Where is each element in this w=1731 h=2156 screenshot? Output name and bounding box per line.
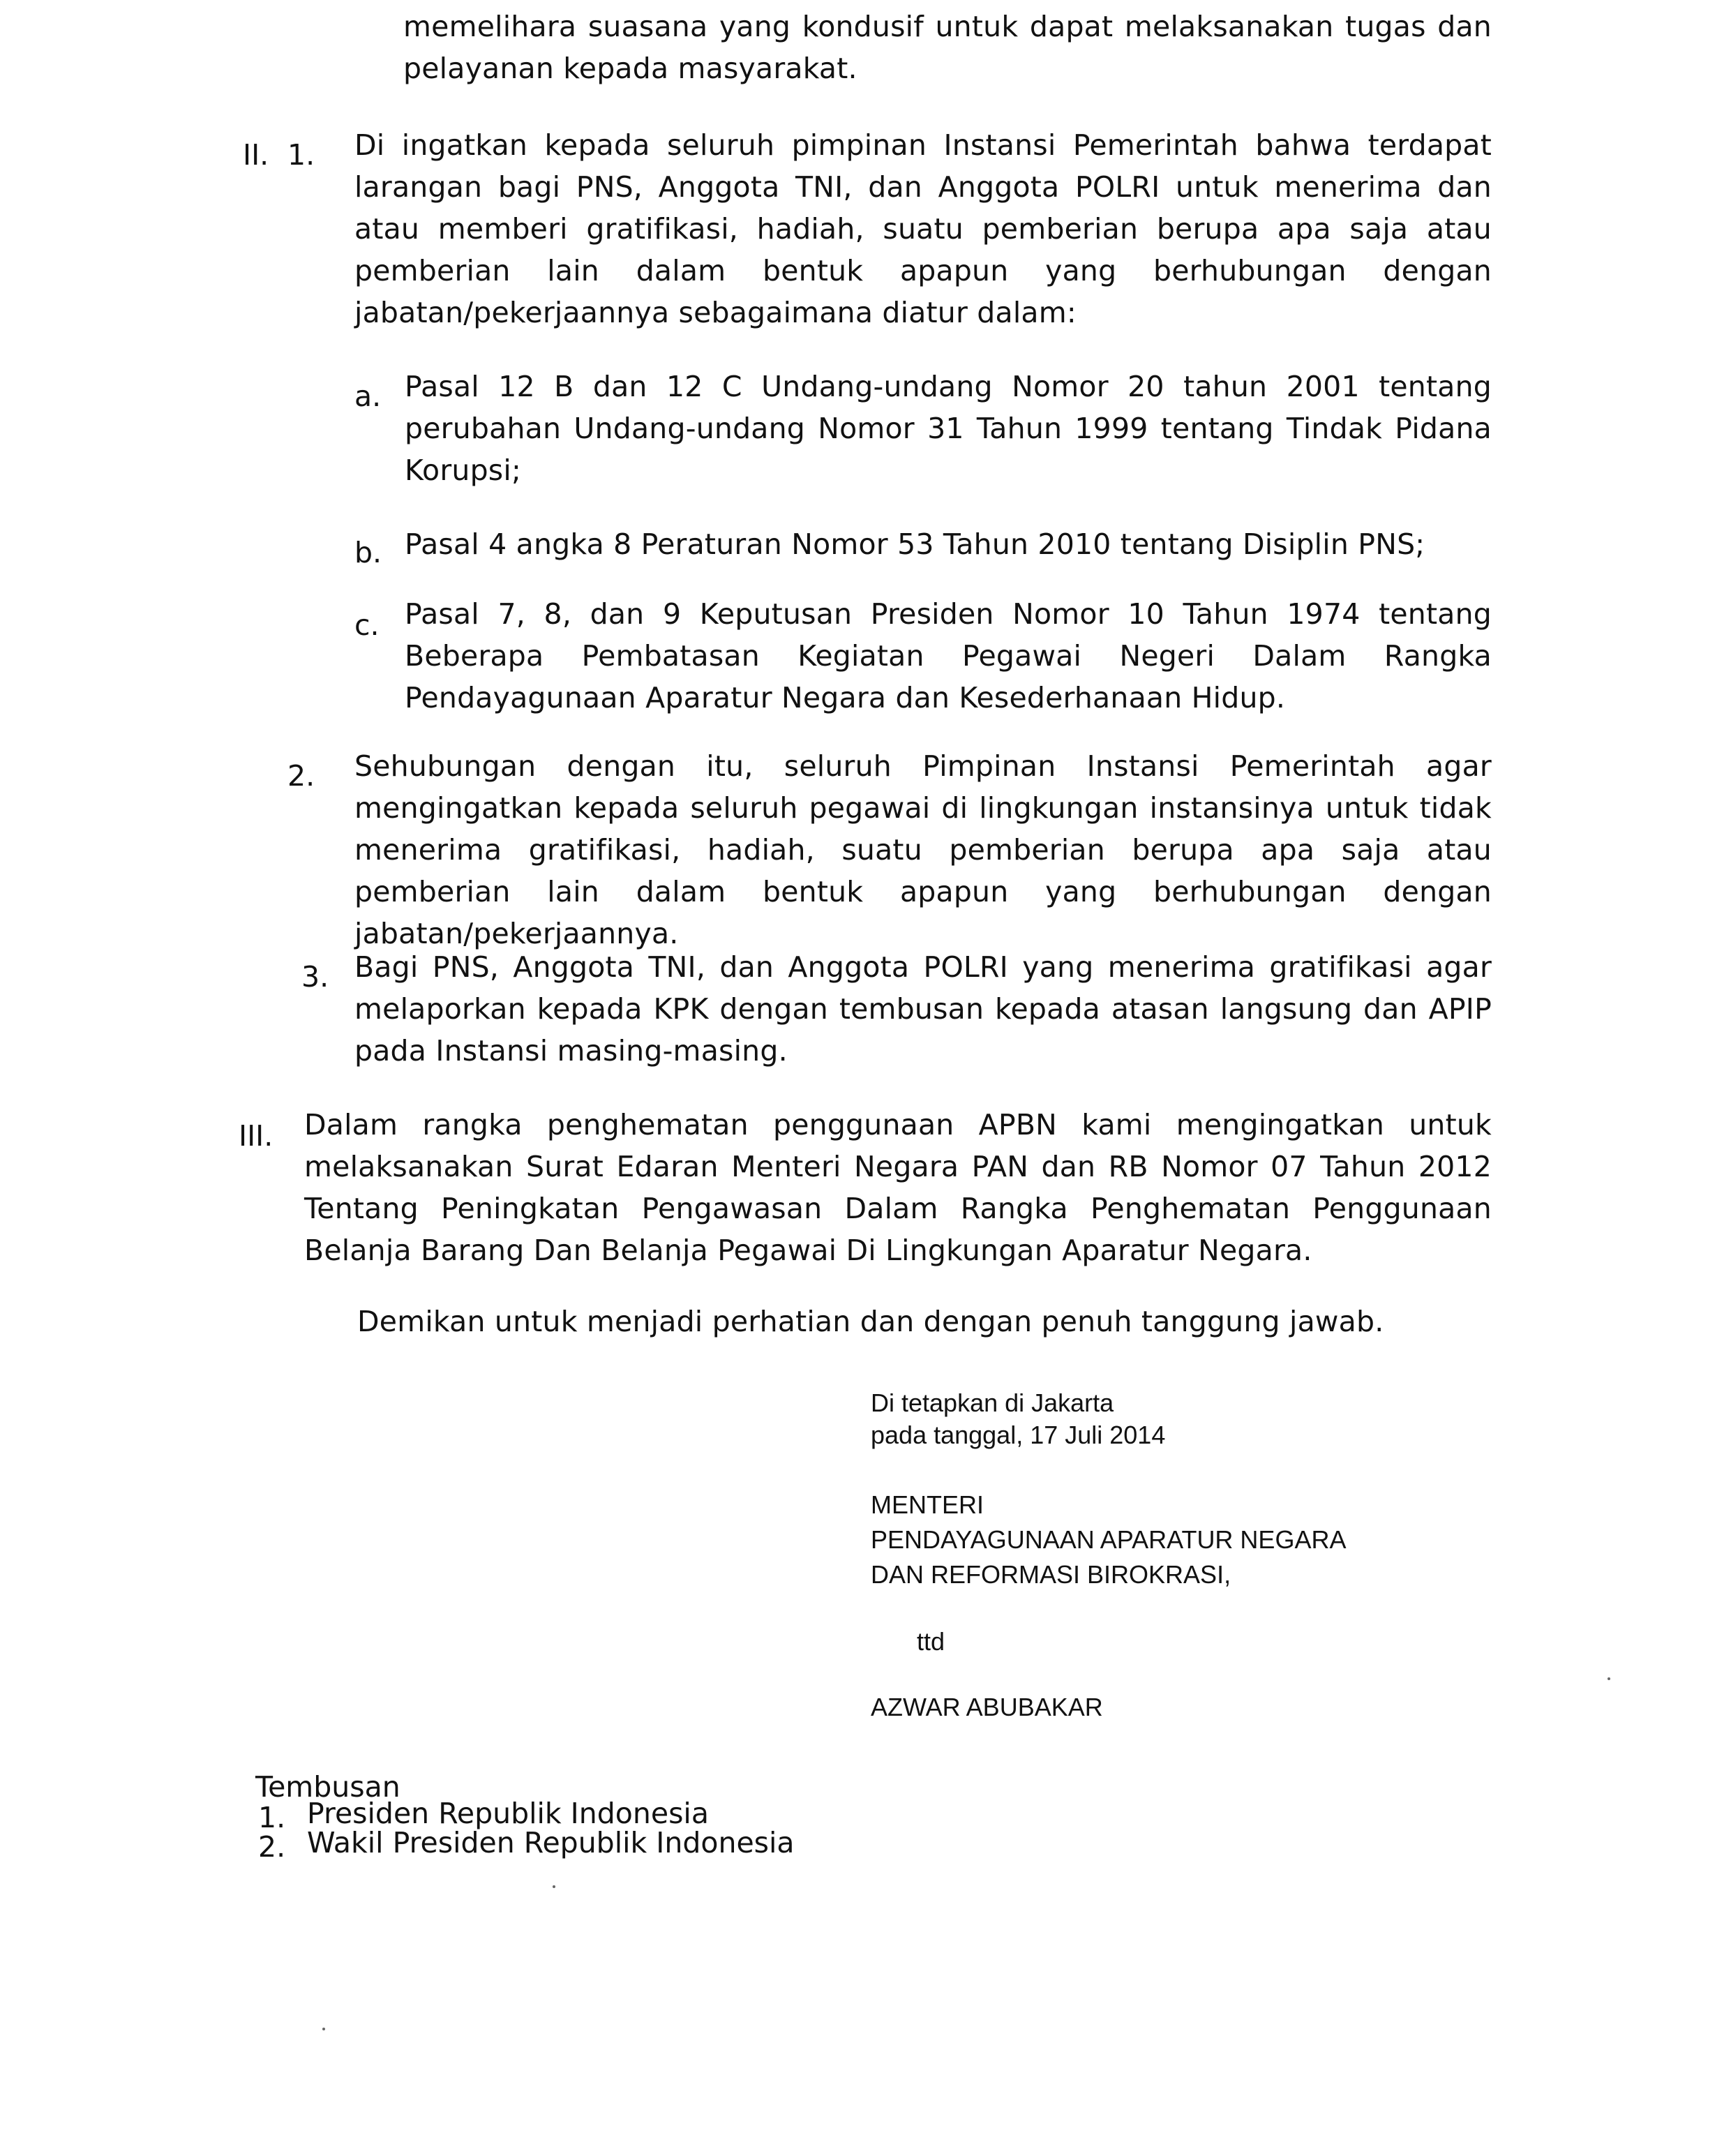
section-2-item-1-number: 1. <box>287 138 315 172</box>
cc-item-1-number: 1. <box>258 1801 286 1834</box>
section-2-item-2-text: Sehubungan dengan itu, seluruh Pimpinan Instansi Pemerintah agar mengingatkan kepada seluruh pegawai di lingkungan instansinya untuk tidak menerima gratifikasi, hadiah, suatu pemberian berupa apa saja atau pemberian lain dalam bentuk apapun yang berhubungan dengan jabatan/pekerjaannya. <box>354 749 1492 950</box>
subitem-b-text: Pasal 4 angka 8 Peraturan Nomor 53 Tahun 2010 tentang Disiplin PNS; <box>405 527 1425 561</box>
section-2-item-3-number: 3. <box>301 960 329 994</box>
cc-heading: Tembusan <box>255 1770 400 1804</box>
signature-title-2: PENDAYAGUNAAN APARATUR NEGARA <box>871 1525 1347 1554</box>
section-3-label: III. <box>239 1119 273 1153</box>
subitem-a-text: Pasal 12 B dan 12 C Undang-undang Nomor 20 tahun 2001 tentang perubahan Undang-undang Nomor 31 Tahun 1999 tentang Tindak Pidana Korupsi; <box>405 370 1492 487</box>
subitem-a-letter: a. <box>354 380 382 413</box>
cc-item-1-text: Presiden Republik Indonesia <box>307 1797 709 1830</box>
section-2-item-1-text: Di ingatkan kepada seluruh pimpinan Instansi Pemerintah bahwa terdapat larangan bagi PNS, Anggota TNI, dan Anggota POLRI untuk menerima dan atau memberi gratifikasi, hadiah, suatu pemberian berupa apa saja atau pemberian lain dalam bentuk apapun yang berhubungan dengan jabatan/pekerjaannya sebagaimana diatur dalam: <box>354 128 1492 329</box>
signature-date: pada tanggal, 17 Juli 2014 <box>871 1421 1166 1449</box>
subitem-b-letter: b. <box>354 536 382 569</box>
signature-place: Di tetapkan di Jakarta <box>871 1388 1114 1417</box>
scan-speck <box>322 2028 325 2030</box>
cc-item-2-number: 2. <box>258 1830 286 1864</box>
cc-item-2-text: Wakil Presiden Republik Indonesia <box>307 1826 795 1859</box>
signature-title-1: MENTERI <box>871 1490 984 1519</box>
subitem-c-text: Pasal 7, 8, dan 9 Keputusan Presiden Nomor 10 Tahun 1974 tentang Beberapa Pembatasan Kegiatan Pegawai Negeri Dalam Rangka Pendayagunaan Aparatur Negara dan Kesederhanaan Hidup. <box>405 597 1492 714</box>
scan-speck <box>1608 1677 1610 1680</box>
intro-continuation: memelihara suasana yang kondusif untuk dapat melaksanakan tugas dan pelayanan kepada masyarakat. <box>403 10 1492 85</box>
signature-title-3: DAN REFORMASI BIROKRASI, <box>871 1560 1231 1589</box>
section-2-item-3-text: Bagi PNS, Anggota TNI, dan Anggota POLRI yang menerima gratifikasi agar melaporkan kepada KPK dengan tembusan kepada atasan langsung dan APIP pada Instansi masing-masing. <box>354 950 1492 1068</box>
section-2-label: II. <box>243 138 269 172</box>
subitem-c-letter: c. <box>354 608 380 642</box>
section-3-text: Dalam rangka penghematan penggunaan APBN kami mengingatkan untuk melaksanakan Surat Edaran Menteri Negara PAN dan RB Nomor 07 Tahun 2012 Tentang Peningkatan Pengawasan Dalam Rangka Penghematan Penggunaan Belanja Barang Dan Belanja Pegawai Di Lingkungan Aparatur Negara. <box>304 1108 1492 1267</box>
scan-speck <box>553 1885 555 1888</box>
section-2-item-2-number: 2. <box>287 759 315 793</box>
signatory-name: AZWAR ABUBAKAR <box>871 1693 1103 1721</box>
signature-ttd: ttd <box>917 1627 945 1656</box>
closing-sentence: Demikan untuk menjadi perhatian dan dengan penuh tanggung jawab. <box>357 1305 1384 1338</box>
